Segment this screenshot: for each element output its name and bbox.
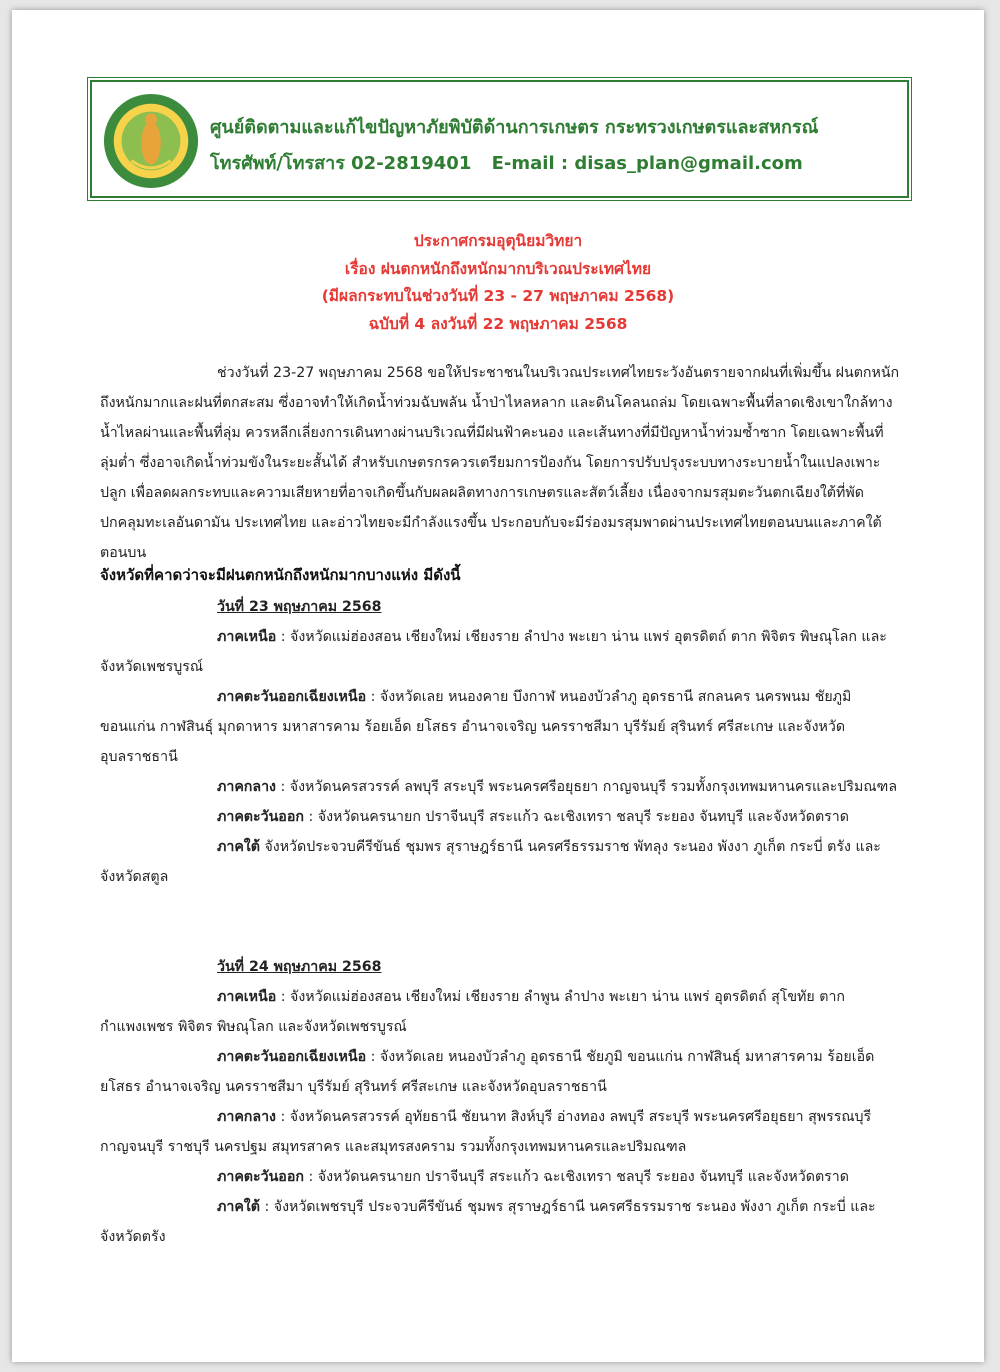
day-block-2 [100, 952, 900, 1252]
org-name: ศูนย์ติดตามและแก้ไขปัญหาภัยพิบัติด้านการเกษตร กระทรวงเกษตรและสหกรณ์ [210, 117, 819, 138]
region-entry [100, 1102, 900, 1162]
date-heading: วันที่ 23 พฤษภาคม 2568 [217, 599, 382, 615]
region-provinces: : จังหวัดเพชรบุรี ประจวบคีรีขันธ์ ชุมพร สุราษฎร์ธานี นครศรีธรรมราช ระนอง พังงา ภูเก็ต กระบี่ และจังหวัดตรัง [100, 1199, 876, 1245]
letterhead [90, 80, 909, 198]
region-entry [100, 772, 900, 802]
region-provinces: : จังหวัดเลย หนองบัวลำภู อุดรธานี ชัยภูมิ ขอนแก่น กาฬสินธุ์ มหาสารคาม ร้อยเอ็ด ยโสธร อำนาจเจริญ นครราชสีมา บุรีรัมย์ สุรินทร์ ศรีสะเกษ และจังหวัดอุบลราชธานี [100, 1049, 875, 1095]
date-heading: วันที่ 24 พฤษภาคม 2568 [217, 959, 382, 975]
region-provinces: : จังหวัดนครสวรรค์ อุทัยธานี ชัยนาท สิงห์บุรี อ่างทอง ลพบุรี สระบุรี พระนครศรีอยุธยา สุพรรณบุรี กาญจนบุรี ราชบุรี นครปฐม สมุทรสาคร และสมุทรสงคราม รวมทั้งกรุงเทพมหานครและปริมณฑล [100, 1109, 872, 1155]
region-provinces: จังหวัดประจวบคีรีขันธ์ ชุมพร สุราษฎร์ธานี นครศรีธรรมราช พัทลุง ระนอง พังงา ภูเก็ต กระบี่ ตรัง และจังหวัดสตูล [100, 839, 881, 885]
section-heading: จังหวัดที่คาดว่าจะมีฝนตกหนักถึงหนักมากบางแห่ง มีดังนี้ [100, 566, 461, 584]
region-entry [100, 1192, 900, 1252]
region-name: ภาคตะวันออกเฉียงเหนือ [217, 1049, 367, 1065]
intro-paragraph: ช่วงวันที่ 23-27 พฤษภาคม 2568 ขอให้ประชาชนในบริเวณประเทศไทยระวังอันตรายจากฝนที่เพิ่มขึ้น ฝนตกหนักถึงหนักมากและฝนที่ตกสะสม ซึ่งอาจทำให้เกิดน้ำท่วมฉับพลัน น้ำป่าไหลหลาก และดินโคลนถล่ม โดยเฉพาะพื้นที่ลาดเชิงเขาใกล้ทางน้ำไหลผ่านและพื้นที่ลุ่ม ควรหลีกเลี่ยงการเดินทางผ่านบริเวณที่มีฝนฟ้าคะนอง และเส้นทางที่มีปัญหาน้ำท่วมซ้ำซาก โดยเฉพาะพื้นที่ลุ่มต่ำ ซึ่งอาจเกิดน้ำท่วมขังในระยะสั้นได้ สำหรับเกษตรกรควรเตรียมการป้องกัน โดยการปรับปรุงระบบทางระบายน้ำในแปลงเพาะปลูก เพื่อลดผลกระทบและความเสียหายที่อาจเกิดขึ้นกับผลผลิตทางการเกษตรและสัตว์เลี้ยง เนื่องจากมรสุมตะวันตกเฉียงใต้ที่พัดปกคลุมทะเลอันดามัน ประเทศไทย และอ่าวไทยจะมีกำลังแรงขึ้น ประกอบกับจะมีร่องมรสุมพาดผ่านประเทศไทยตอนบนและภาคใต้ตอนบน [100, 365, 900, 561]
title-line-3: (มีผลกระทบในช่วงวันที่ 23 - 27 พฤษภาคม 2568) [321, 287, 675, 305]
region-name: ภาคกลาง [217, 1109, 276, 1125]
document-page [12, 10, 984, 1362]
region-name: ภาคใต้ [217, 1199, 260, 1215]
region-entry [100, 682, 900, 772]
region-name: ภาคตะวันออก [217, 1169, 304, 1185]
region-provinces: : จังหวัดนครนายก ปราจีนบุรี สระแก้ว ฉะเชิงเทรา ชลบุรี ระยอง จันทบุรี และจังหวัดตราด [303, 1169, 849, 1185]
region-entry [100, 832, 900, 892]
region-provinces: : จังหวัดนครนายก ปราจีนบุรี สระแก้ว ฉะเชิงเทรา ชลบุรี ระยอง จันทบุรี และจังหวัดตราด [303, 809, 849, 825]
title-line-2: เรื่อง ฝนตกหนักถึงหนักมากบริเวณประเทศไทย [344, 259, 652, 278]
region-provinces: : จังหวัดนครสวรรค์ ลพบุรี สระบุรี พระนครศรีอยุธยา กาญจนบุรี รวมทั้งกรุงเทพมหานครและปริมณฑล [276, 779, 898, 795]
region-provinces: : จังหวัดแม่ฮ่องสอน เชียงใหม่ เชียงราย ลำปาง พะเยา น่าน แพร่ อุตรดิตถ์ ตาก พิจิตร พิษณุโลก และจังหวัดเพชรบูรณ์ [100, 629, 887, 675]
title-line-4: ฉบับที่ 4 ลงวันที่ 22 พฤษภาคม 2568 [368, 314, 628, 333]
region-name: ภาคเหนือ [217, 629, 277, 645]
region-provinces: : จังหวัดเลย หนองคาย บึงกาฬ หนองบัวลำภู อุดรธานี สกลนคร นครพนม ชัยภูมิ ขอนแก่น กาฬสินธุ์ มุกดาหาร มหาสารคาม ร้อยเอ็ด ยโสธร อำนาจเจริญ นครราชสีมา บุรีรัมย์ สุรินทร์ ศรีสะเกษ และจังหวัดอุบลราชธานี [100, 689, 852, 765]
region-entry [100, 1042, 900, 1102]
day-block-1 [100, 592, 900, 892]
region-name: ภาคกลาง [217, 779, 276, 795]
announcement-title [12, 228, 984, 338]
region-name: ภาคตะวันออก [217, 809, 304, 825]
title-line-1: ประกาศกรมอุตุนิยมวิทยา [413, 232, 583, 250]
region-provinces: : จังหวัดแม่ฮ่องสอน เชียงใหม่ เชียงราย ลำพูน ลำปาง พะเยา น่าน แพร่ อุตรดิตถ์ สุโขทัย ตาก กำแพงเพชร พิจิตร พิษณุโลก และจังหวัดเพชรบูรณ์ [100, 989, 845, 1035]
ministry-seal-icon [102, 92, 200, 190]
region-entry [100, 802, 900, 832]
region-entry [100, 622, 900, 682]
region-name: ภาคตะวันออกเฉียงเหนือ [217, 689, 367, 705]
region-name: ภาคเหนือ [217, 989, 277, 1005]
email-text: E-mail : disas_plan@gmail.com [491, 153, 803, 174]
contact-line [210, 148, 817, 177]
phone-text: โทรศัพท์/โทรสาร 02-2819401 [210, 153, 472, 174]
region-entry [100, 982, 900, 1042]
region-entry [100, 1162, 900, 1192]
region-name: ภาคใต้ [217, 839, 260, 855]
